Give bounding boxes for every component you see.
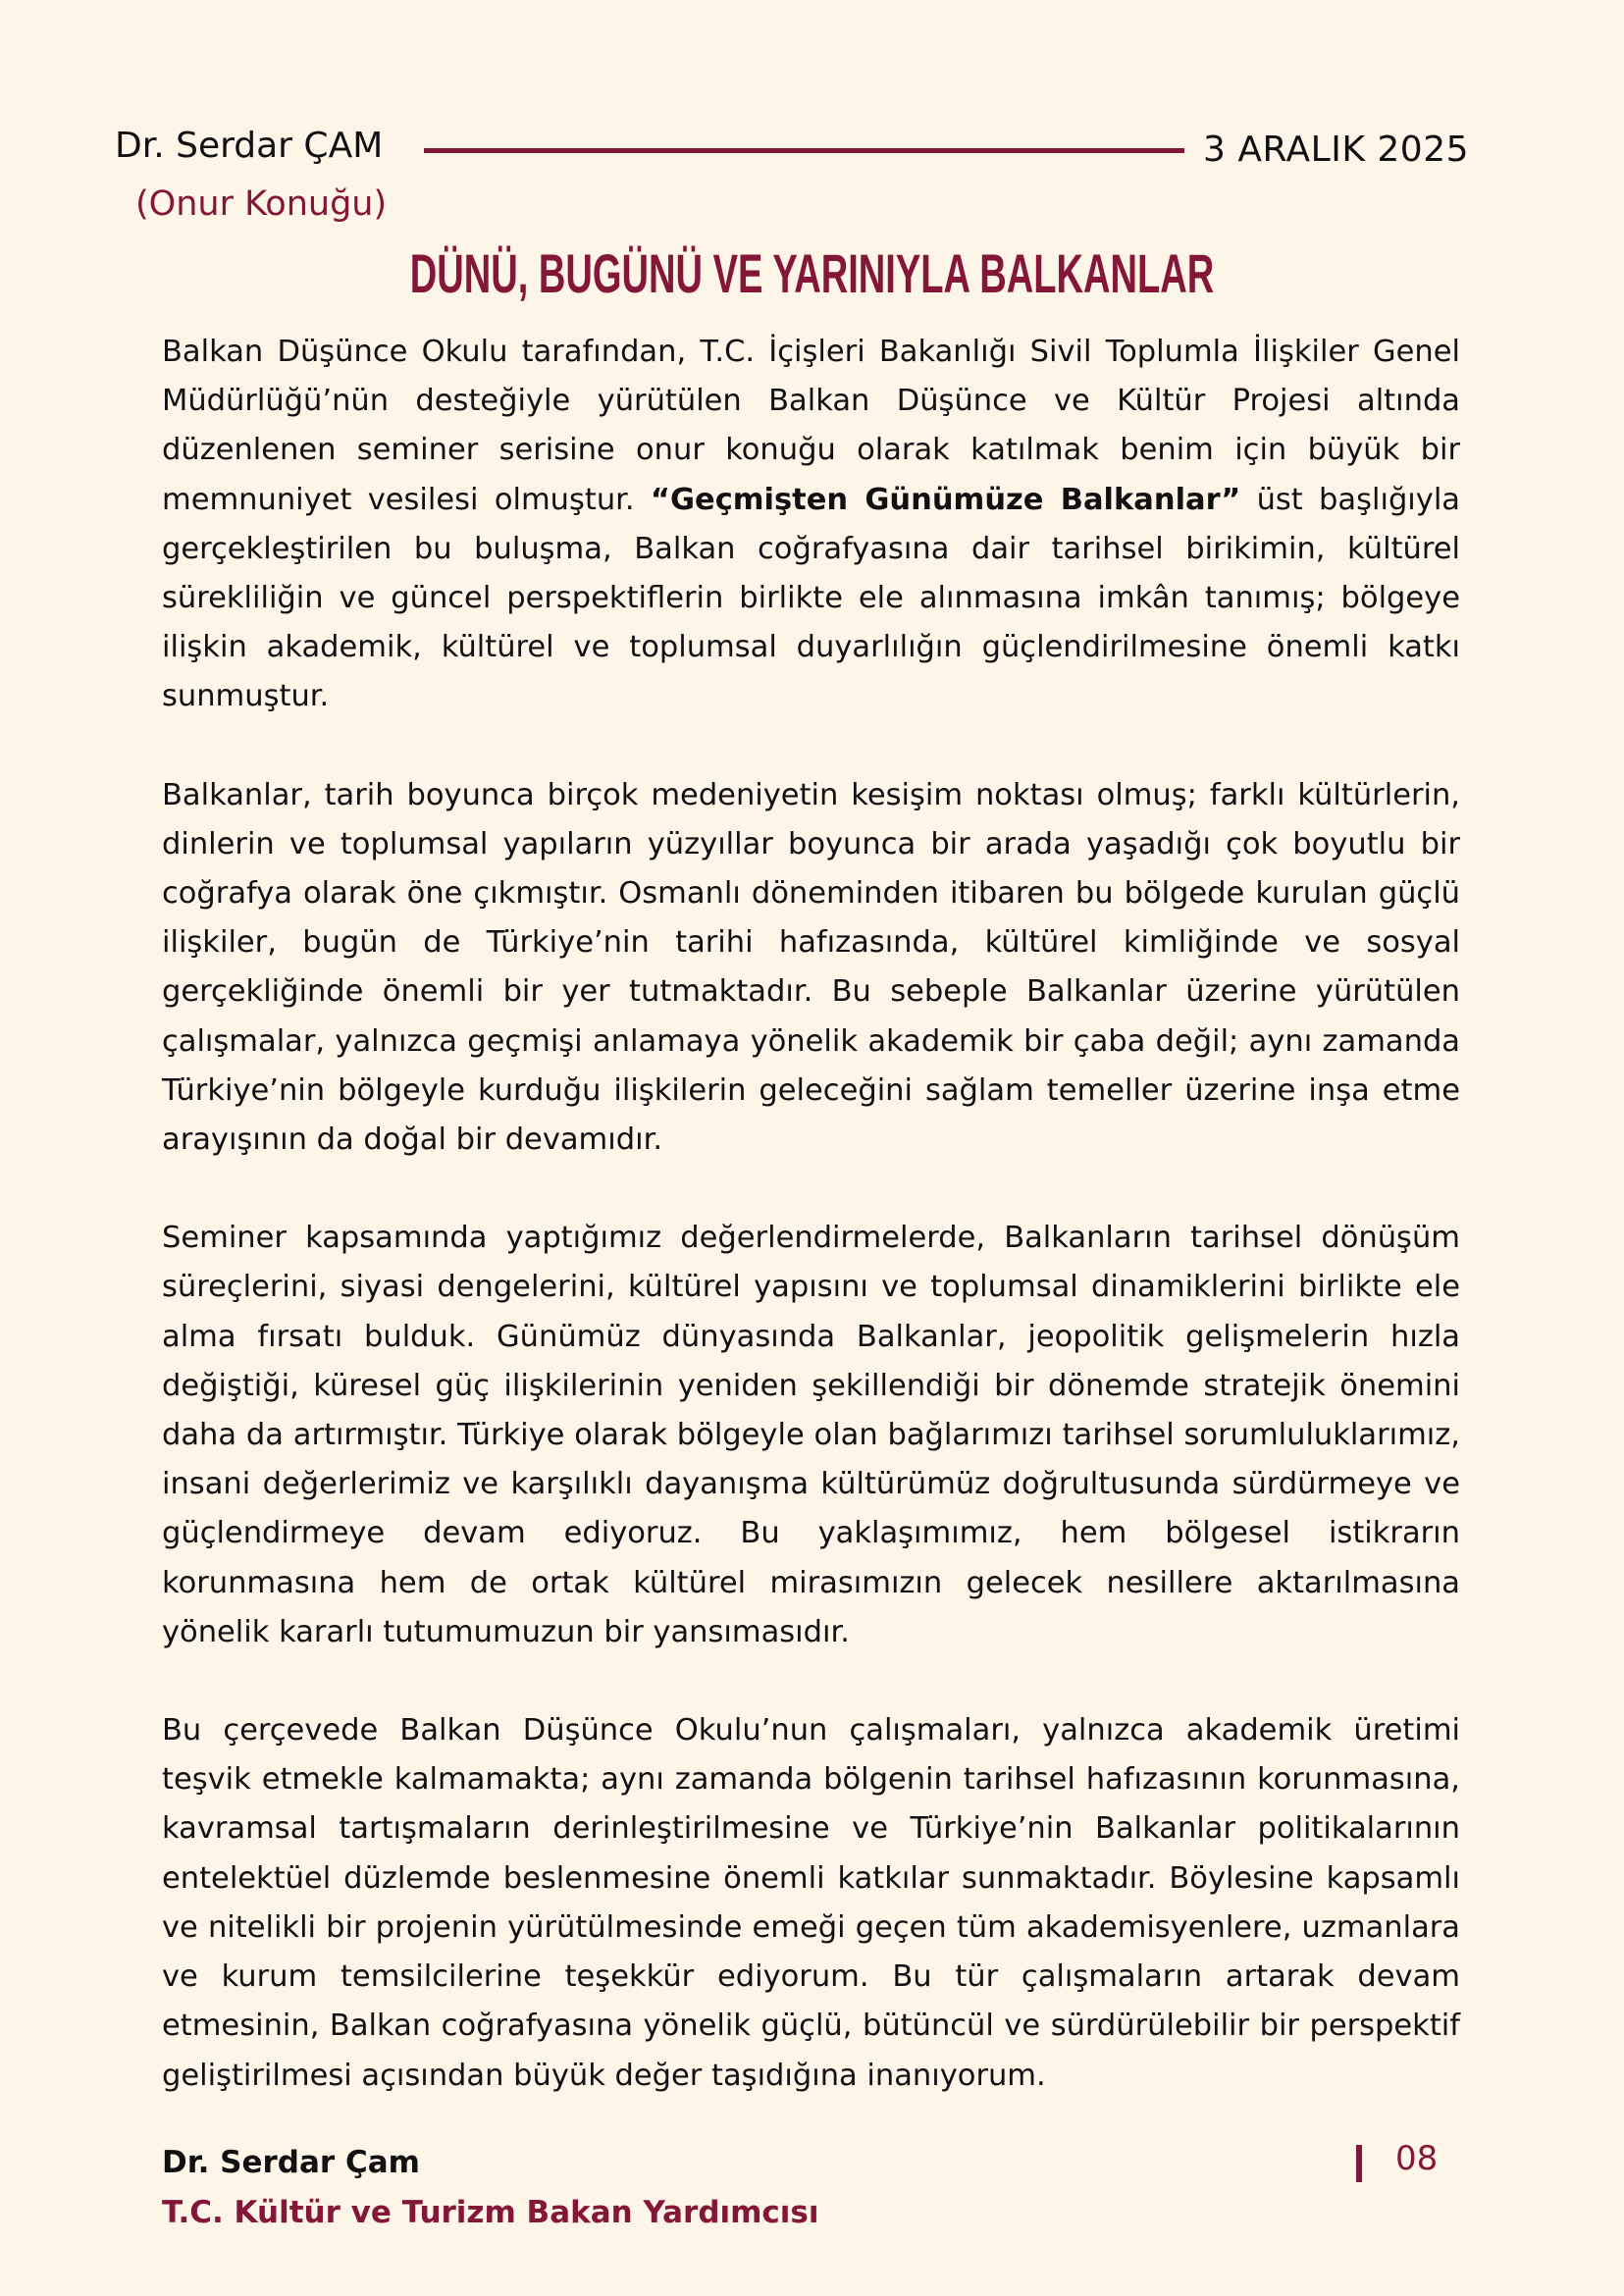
paragraph-2: Balkanlar, tarih boyunca birçok medeniyetin kesişim noktası olmuş; farklı kültürlerin, dinlerin ve toplumsal yapıların yüzyıllar boyunca bir arada yaşadığı çok boyutlu bir coğrafya olarak öne çıkmıştır. Osmanlı döneminden itibaren bu bölgede kurulan güçlü ilişkiler, bugün de Türkiye’nin tarihi hafızasında, kültürel kimliğinde ve sosyal gerçekliğinde önemli bir yer tutmaktadır. Bu sebeple Balkanlar üzerine yürütülen çalışmalar, yalnızca geçmişi anlamaya yönelik akademik bir çaba değil; aynı zamanda Türkiye’nin bölgeyle kurduğu ilişkilerin geleceğini sağlam temeller üzerine inşa etme arayışının da doğal bir devamıdır. (162, 777, 1460, 1158)
paragraph-4: Bu çerçevede Balkan Düşünce Okulu’nun çalışmaları, yalnızca akademik üretimi teşvik etmekle kalmamakta; aynı zamanda bölgenin tarihsel hafızasının korunmasına, kavramsal tartışmaların derinleştirilmesine ve Türkiye’nin Balkanlar politikalarının entelektüel düzlemde beslenmesine önemli katkılar sunmaktadır. Böylesine kapsamlı ve nitelikli bir projenin yürütülmesinde emeği geçen tüm akademisyenlere, uzmanlara ve kurum temsilcilerine teşekkür ediyorum. Bu tür çalışmaların artarak devam etmesinin, Balkan coğrafyasına yönelik güçlü, bütüncül ve sürdürülebilir bir perspektif geliştirilmesi açısından büyük değer taşıdığına inanıyorum. (162, 1713, 1460, 2093)
signature-name: Dr. Serdar Çam (162, 2145, 420, 2180)
header-author: Dr. Serdar ÇAM (115, 126, 384, 166)
article-body (162, 328, 1460, 2150)
page-number-bar (1356, 2145, 1362, 2182)
page-title: DÜNÜ, BUGÜNÜ VE YARINIYLA BALKANLAR (409, 242, 1215, 304)
signature-title: T.C. Kültür ve Turizm Bakan Yardımcısı (162, 2195, 819, 2230)
header-role: (Onur Konuğu) (135, 184, 388, 224)
paragraph-1-text-a: Balkan Düşünce Okulu tarafından, T.C. İçişleri Bakanlığı Sivil Toplumla İlişkiler Genel Müdürlüğü’nün desteğiyle yürütülen Balkan Düşünce ve Kültür Projesi altında düzenlenen seminer serisine onur konuğu olarak katılmak benim için büyük bir memnuniyet vesilesi olmuştur. (162, 335, 1460, 517)
header-divider (424, 148, 1184, 153)
paragraph-1 (162, 328, 1460, 722)
paragraph-1-bold-quote: “Geçmişten Günümüze Balkanlar” (650, 482, 1241, 517)
header-date: 3 ARALIK 2025 (1203, 130, 1469, 170)
page-number: 08 (1395, 2139, 1439, 2178)
paragraph-1-text-b: üst başlığıyla gerçekleştirilen bu buluşma, Balkan coğrafyasına dair tarihsel birikimin, kültürel sürekliliğin ve güncel perspektiflerin birlikte ele alınmasına imkân tanımış; bölgeye ilişkin akademik, kültürel ve toplumsal duyarlılığın güçlendirilmesine önemli katkı sunmuştur. (162, 482, 1460, 714)
paragraph-3: Seminer kapsamında yaptığımız değerlendirmelerde, Balkanların tarihsel dönüşüm süreçlerini, siyasi dengelerini, kültürel yapısını ve toplumsal dinamiklerini birlikte ele alma fırsatı bulduk. Günümüz dünyasında Balkanlar, jeopolitik gelişmelerin hızla değiştiği, küresel güç ilişkilerinin yeniden şekillendiği bir dönemde stratejik önemini daha da artırmıştır. Türkiye olarak bölgeyle olan bağlarımızı tarihsel sorumluluklarımız, insani değerlerimiz ve karşılıklı dayanışma kültürümüz doğrultusunda sürdürmeye ve güçlendirmeye devam ediyoruz. Bu yaklaşımımız, hem bölgesel istikrarın korunmasına hem de ortak kültürel mirasımızın gelecek nesillere aktarılmasına yönelik kararlı tutumumuzun bir yansımasıdır. (162, 1221, 1460, 1649)
